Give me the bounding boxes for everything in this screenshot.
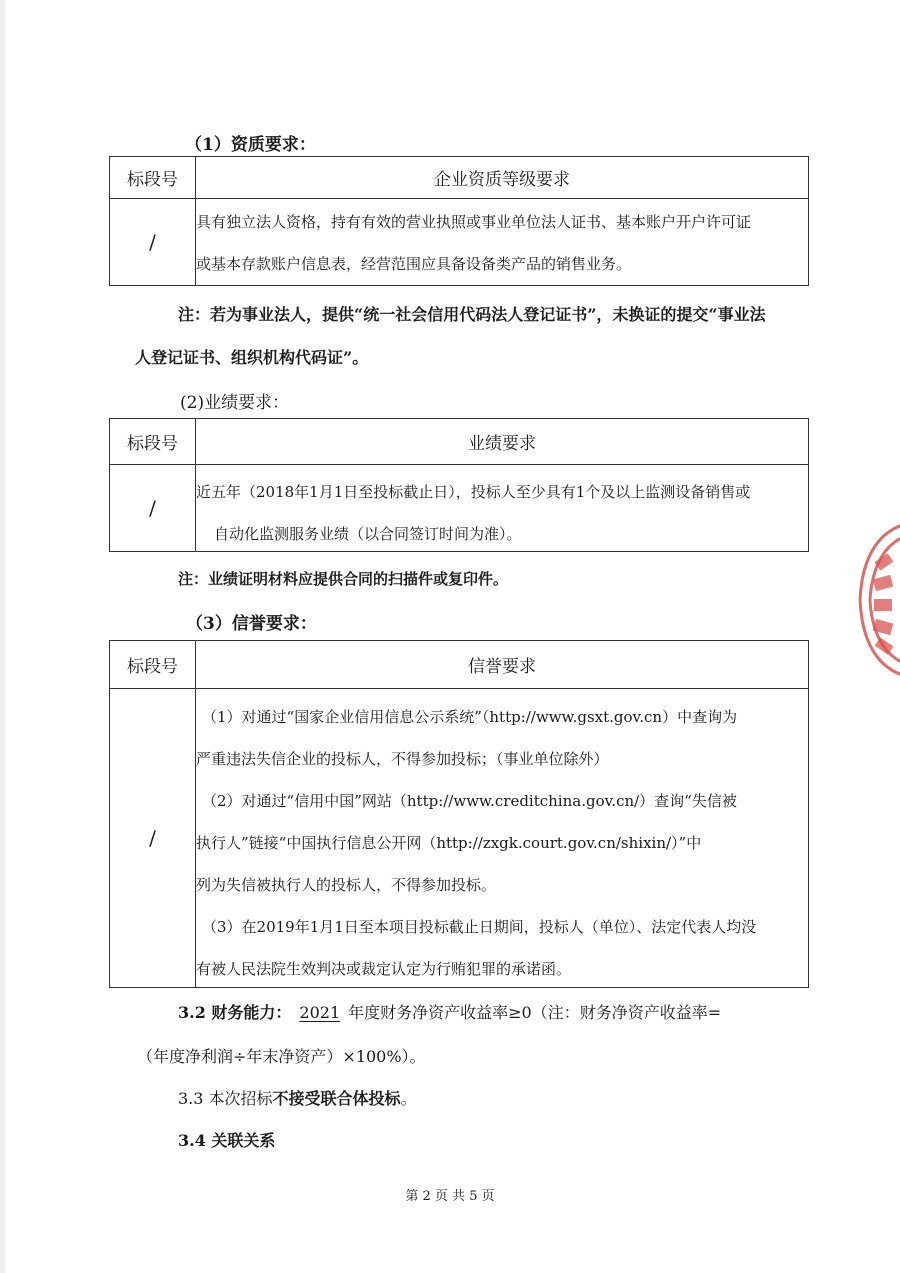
col-header-credit: 信誉要求 (196, 641, 809, 689)
col-header-performance: 业绩要求 (196, 419, 809, 465)
text-line: 列为失信被执行人的投标人，不得参加投标。 (196, 876, 497, 894)
section3-heading: （3）信誉要求： (186, 614, 317, 634)
finance-prefix: 3.2 财务能力： (178, 1003, 292, 1022)
lot-id: / (110, 689, 196, 988)
text-line: （1）对通过“国家企业信用信息公示系统”（http://www.gsxt.gov.cn）中查询为 (202, 708, 738, 726)
note-line: 人登记证书、组织机构代码证”。 (135, 348, 369, 367)
col-header-lot: 标段号 (110, 419, 196, 465)
finance-line (178, 1000, 721, 1023)
performance-note: 注：业绩证明材料应提供合同的扫描件或复印件。 (178, 570, 509, 588)
col-header-lot: 标段号 (110, 641, 196, 689)
seal-stamp (850, 515, 900, 685)
text-line: 近五年（2018年1月1日至投标截止日），投标人至少具有1个及以上监测设备销售或 (196, 483, 751, 501)
lot-id: / (110, 199, 196, 286)
finance-line2: （年度净利润÷年末净资产）×100%）。 (137, 1047, 426, 1066)
col-header-lot: 标段号 (110, 157, 196, 199)
qualification-table (109, 156, 809, 286)
joint-bold: 不接受联合体投标 (272, 1089, 401, 1108)
finance-year: 2021 (299, 1003, 341, 1022)
text-line: 有被人民法院生效判决或裁定认定为行贿犯罪的承诺函。 (196, 960, 572, 978)
related-heading: 3.4 关联关系 (178, 1131, 276, 1150)
credit-cell (196, 689, 809, 988)
text-line: 执行人”链接“中国执行信息公开网（http://zxgk.court.gov.cn/shixin/）”中 (196, 834, 702, 852)
joint-prefix: 3.3 本次招标 (178, 1089, 273, 1108)
qualification-cell (196, 199, 809, 286)
text-line: 严重违法失信企业的投标人，不得参加投标；（事业单位除外） (196, 750, 609, 768)
performance-cell (196, 465, 809, 552)
text-line: （3）在2019年1月1日至本项目投标截止日期间，投标人（单位）、法定代表人均没 (202, 918, 757, 936)
lot-id: / (110, 465, 196, 552)
section1-heading: （1）资质要求： (185, 135, 316, 155)
text-line: 自动化监测服务业绩（以合同签订时间为准）。 (214, 525, 522, 543)
joint-bid-line (178, 1086, 417, 1109)
text-line: 或基本存款账户信息表，经营范围应具备设备类产品的销售业务。 (196, 255, 632, 273)
scan-edge (0, 0, 5, 1273)
performance-table (109, 418, 809, 552)
page-footer: 第 2 页 共 5 页 (405, 1189, 495, 1204)
text-line: （2）对通过“信用中国”网站（http://www.creditchina.gov.cn/）查询“失信被 (202, 792, 737, 810)
section2-heading: (2)业绩要求： (180, 393, 290, 413)
credit-table (109, 640, 809, 988)
col-header-qualification: 企业资质等级要求 (196, 157, 809, 199)
joint-suffix: 。 (400, 1089, 417, 1108)
finance-suffix: 年度财务净资产收益率≥0（注：财务净资产收益率= (348, 1003, 722, 1022)
note-line: 注：若为事业法人，提供“统一社会信用代码法人登记证书”，未换证的提交“事业法 (178, 305, 766, 324)
text-line: 具有独立法人资格，持有有效的营业执照或事业单位法人证书、基本账户开户许可证 (196, 213, 752, 231)
